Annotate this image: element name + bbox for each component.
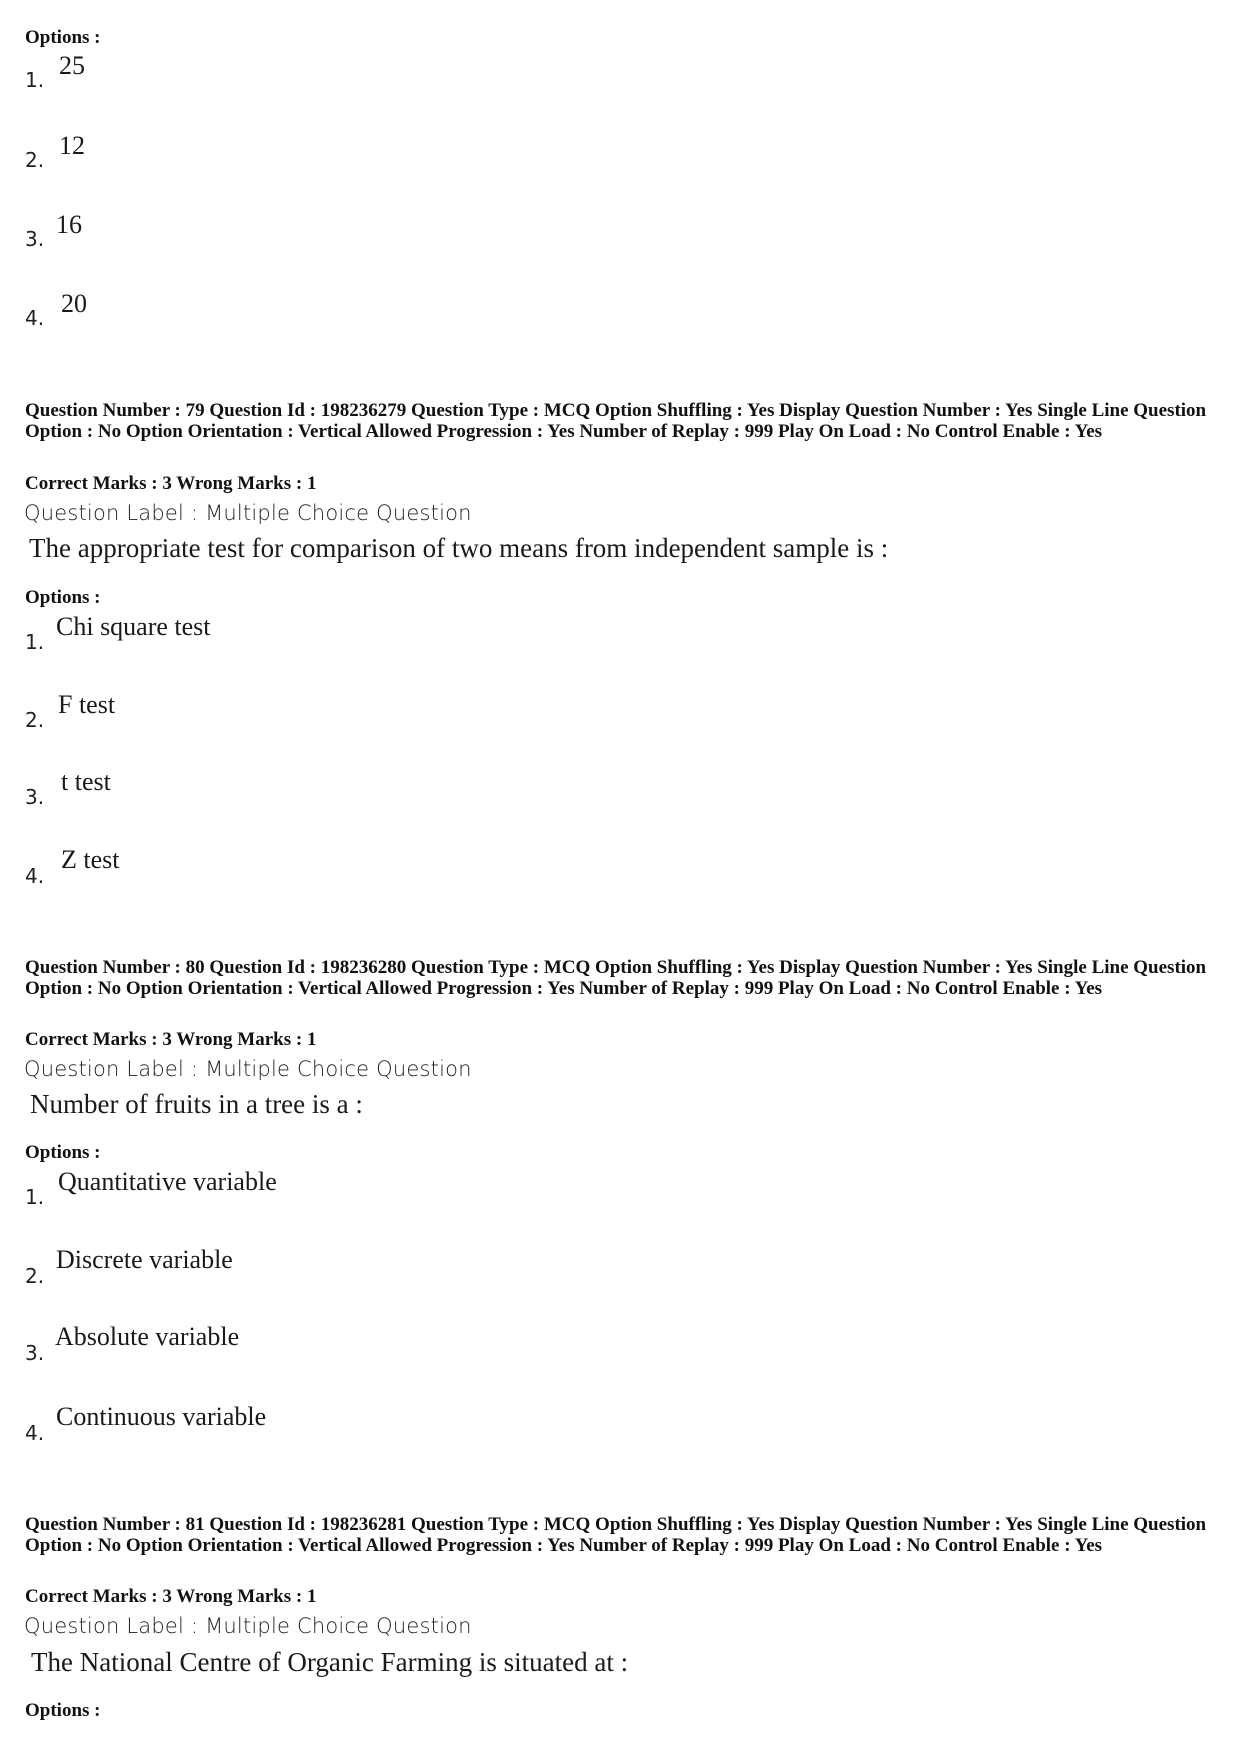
option-text: F test (58, 690, 116, 719)
option-text: Absolute variable (55, 1322, 240, 1351)
option-number: 1. (25, 68, 45, 92)
marks-line: Correct Marks : 3 Wrong Marks : 1 (25, 1029, 317, 1050)
question-label: Question Label : Multiple Choice Question (24, 1057, 472, 1081)
option-number: 3. (25, 227, 45, 251)
marks-line: Correct Marks : 3 Wrong Marks : 1 (25, 473, 317, 494)
option-text: 20 (61, 289, 87, 318)
options-heading: Options : (25, 1142, 101, 1163)
options-heading: Options : (25, 27, 101, 48)
question-label: Question Label : Multiple Choice Question (24, 1614, 472, 1638)
option-text: 25 (59, 51, 85, 80)
option-number: 4. (25, 1421, 45, 1445)
option-number: 2. (25, 1264, 45, 1288)
option-text: Quantitative variable (58, 1167, 277, 1196)
question-text: Number of fruits in a tree is a : (30, 1089, 363, 1119)
option-text: Continuous variable (56, 1402, 267, 1431)
option-number: 4. (25, 864, 45, 888)
option-number: 2. (25, 148, 45, 172)
question-meta: Question Number : 80 Question Id : 198236280 Question Type : MCQ Option Shuffling : Yes Display Question Number : Yes Single Line Question Option : No Option Orientation : Vertical Allowed Progression : Yes Number of Replay : 999 Play On Load : No Control Enable : Yes (25, 957, 1207, 999)
option-text: Chi square test (56, 612, 211, 641)
option-number: 4. (25, 306, 45, 330)
option-text: Z test (61, 845, 120, 874)
options-heading: Options : (25, 587, 101, 608)
option-text: Discrete variable (56, 1245, 233, 1274)
question-meta: Question Number : 81 Question Id : 198236281 Question Type : MCQ Option Shuffling : Yes Display Question Number : Yes Single Line Question Option : No Option Orientation : Vertical Allowed Progression : Yes Number of Replay : 999 Play On Load : No Control Enable : Yes (25, 1514, 1207, 1556)
option-number: 2. (25, 708, 45, 732)
question-label: Question Label : Multiple Choice Question (24, 501, 472, 525)
option-text: t test (61, 767, 111, 796)
option-number: 1. (25, 1185, 45, 1209)
option-number: 3. (25, 1341, 45, 1365)
question-text: The National Centre of Organic Farming is situated at : (31, 1647, 629, 1677)
option-number: 3. (25, 785, 45, 809)
option-number: 1. (25, 630, 45, 654)
option-text: 16 (56, 210, 82, 239)
option-text: 12 (59, 131, 85, 160)
question-text: The appropriate test for comparison of two means from independent sample is : (29, 533, 889, 563)
marks-line: Correct Marks : 3 Wrong Marks : 1 (25, 1586, 317, 1607)
question-meta: Question Number : 79 Question Id : 198236279 Question Type : MCQ Option Shuffling : Yes Display Question Number : Yes Single Line Question Option : No Option Orientation : Vertical Allowed Progression : Yes Number of Replay : 999 Play On Load : No Control Enable : Yes (25, 400, 1207, 442)
options-heading: Options : (25, 1700, 101, 1721)
